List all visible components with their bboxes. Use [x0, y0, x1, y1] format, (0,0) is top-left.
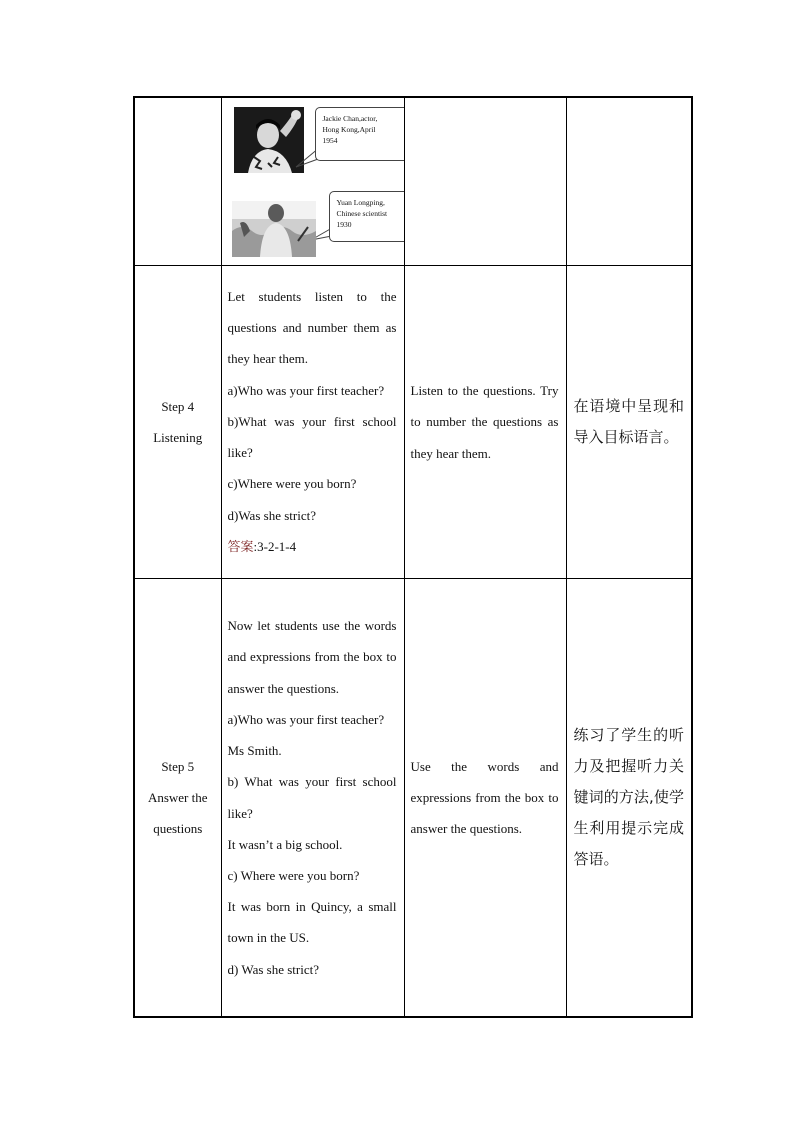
speech-bubble-yuan-longping: [329, 191, 405, 242]
bubble1-line: Jackie Chan,actor,: [322, 114, 378, 123]
step5-student-text: Use the words and expressions from the box to answer the questions.: [410, 758, 559, 837]
bubble2-line: 1930: [336, 220, 352, 229]
lesson-plan-table: [133, 96, 693, 1018]
bubble1-line: 1954: [322, 136, 338, 145]
table-row-step4: [134, 266, 692, 579]
step5-activity-line: Ms Smith.: [227, 743, 282, 759]
step4-activity-line: Let students listen to the questions and number them as they hear them.: [227, 289, 397, 367]
step5-activity-line: It was born in Quincy, a small town in the US.: [227, 899, 397, 946]
answer-value: :3-2-1-4: [253, 538, 297, 554]
step4-activity-line: d)Was she strict?: [227, 507, 316, 523]
yuan-longping-photo: [232, 201, 316, 257]
table-row-step5: [134, 579, 692, 1018]
step5-activity-line: b) What was your first school like?: [227, 774, 397, 821]
step5-activity-line: Now let students use the words and expressions from the box to answer the questions.: [227, 618, 397, 696]
step5-student-activity: [404, 579, 566, 1018]
step4-answer: [228, 531, 397, 563]
bubble1-line: Hong Kong,April: [322, 125, 376, 134]
step4-name: Listening: [153, 430, 203, 445]
table-row-intro-images: [134, 97, 692, 266]
step4-activity-line: a)Who was your first teacher?: [227, 382, 385, 398]
step4-student-activity: [404, 266, 566, 579]
step4-teacher-activity: [221, 266, 404, 579]
step5-teacher-activity: [221, 579, 404, 1018]
step4-student-text: Listen to the questions. Try to number the questions as they hear them.: [410, 383, 559, 461]
bubble2-line: Yuan Longping,: [336, 198, 385, 207]
step5-label-cell: [134, 579, 221, 1018]
step5-purpose-text: 练习了学生的听力及把握听力关键词的方法,使学生利用提示完成答语。: [573, 726, 684, 868]
empty-purpose-cell: [566, 97, 692, 266]
step5-purpose: [566, 579, 692, 1018]
step4-label: Step 4: [161, 399, 195, 414]
step4-purpose-text: 在语境中呈现和导入目标语言。: [573, 397, 684, 446]
step5-label: Step 5: [161, 759, 195, 774]
step5-activity-line: c) Where were you born?: [227, 867, 360, 883]
step4-purpose: [566, 266, 692, 579]
step5-activity-line: a)Who was your first teacher?: [227, 711, 385, 727]
step5-activity-line: It wasn’t a big school.: [227, 836, 343, 852]
step5-name: Answer the questions: [147, 790, 208, 836]
empty-step-cell: [134, 97, 221, 266]
answer-label: 答案: [227, 539, 254, 555]
empty-student-cell: [404, 97, 566, 266]
step4-label-cell: [134, 266, 221, 579]
step5-activity-line: d) Was she strict?: [227, 961, 319, 977]
pictures-cell: [221, 97, 404, 266]
step4-activity-line: c)Where were you born?: [227, 476, 357, 492]
step4-activity-line: b)What was your first school like?: [227, 413, 397, 461]
speech-bubble-jackie-chan: [315, 107, 405, 161]
bubble2-line: Chinese scientist: [336, 209, 388, 218]
